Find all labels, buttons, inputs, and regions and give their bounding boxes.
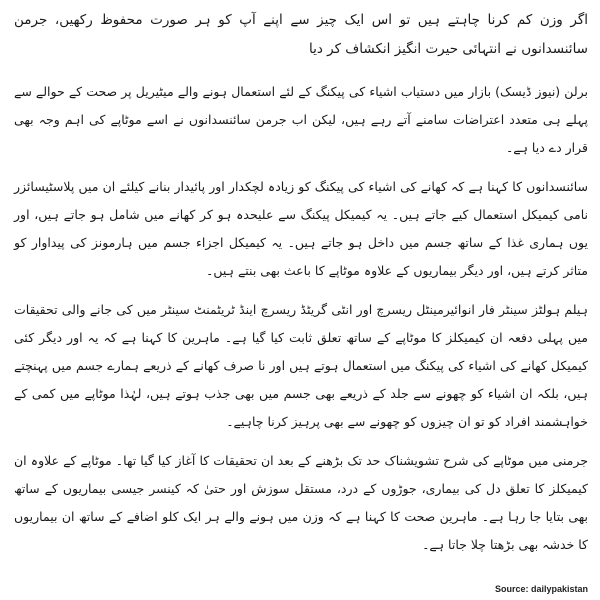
article-paragraph-3: ہیلم ہولٹز سینٹر فار انوائیرمینٹل ریسرچ اور انٹی گریٹڈ ریسرچ اینڈ ٹریٹمنٹ سینٹر میں کی جانے والی تحقیقات میں پہلی دفعہ ان کیمیکلز کا موٹاپے کے ساتھ تعلق ثابت کیا گیا ہے۔ ماہرین کا کہنا ہے کہ یہ اور دیگر کئی کیمیکل کھانے کی اشیاء کی پیکنگ میں استعمال ہوتے ہیں اور نا صرف کھانے کے ذریعے ہمارے جسم میں پہنچتے ہیں، بلکہ ان اشیاء کو چھونے سے جلد کے ذریعے بھی جسم میں بھی جذب ہوتے ہیں، لہٰذا موٹاپے میں کمی کے خواہشمند افراد کو تو ان چیزوں کو چھونے سے بھی پرہیز کرنا چاہیے۔ (14, 302, 588, 429)
article-paragraph-1: برلن (نیوز ڈیسک) بازار میں دستیاب اشیاء کی پیکنگ کے لئے استعمال ہونے والے میٹیریل پر صحت کے حوالے سے پہلے ہی متعدد اعتراضات سامنے آتے رہے ہیں، لیکن اب جرمن سائنسدانوں نے اسے موٹاپے کی اہم وجہ بھی قرار دے دیا ہے۔ (14, 84, 588, 155)
article-paragraph-4: جرمنی میں موٹاپے کی شرح تشویشناک حد تک بڑھنے کے بعد ان تحقیقات کا آغاز کیا گیا تھا۔ موٹاپے کے علاوہ ان کیمیکلز کا تعلق دل کی بیماری، جوڑوں کے درد، مستقل سوزش اور حتیٰ کہ کینسر جیسی بیماریوں کے ساتھ بھی بتایا جا رہا ہے۔ ماہرین صحت کا کہنا ہے کہ وزن میں ہونے والے ہر ایک کلو اضافے کے ساتھ ان بیماریوں کا خدشہ بھی بڑھتا چلا جاتا ہے۔ (14, 453, 588, 552)
article-lead: اگر وزن کم کرنا چاہتے ہیں تو اس ایک چیز سے اپنے آپ کو ہر صورت محفوظ رکھیں، جرمن سائنسدانوں نے انتہائی حیرت انگیز انکشاف کر دیا (14, 12, 588, 57)
news-article (14, 6, 588, 570)
source-credit: Source: dailypakistan (494, 584, 588, 594)
article-paragraph-2: سائنسدانوں کا کہنا ہے کہ کھانے کی اشیاء کی پیکنگ کو زیادہ لچکدار اور پائیدار بنانے کیلئے ان میں پلاسٹیسائزر نامی کیمیکل استعمال کیے جاتے ہیں۔ یہ کیمیکل پیکنگ سے علیحدہ ہو کر کھانے میں شامل ہو جاتے ہیں، اور یوں ہماری غذا کے ساتھ جسم میں داخل ہو جاتے ہیں۔ یہ کیمیکل اجزاء جسم میں ہارمونز کی پیداوار کو متاثر کرتے ہیں، اور دیگر بیماریوں کے علاوہ موٹاپے کا باعث بھی بنتے ہیں۔ (14, 179, 588, 278)
